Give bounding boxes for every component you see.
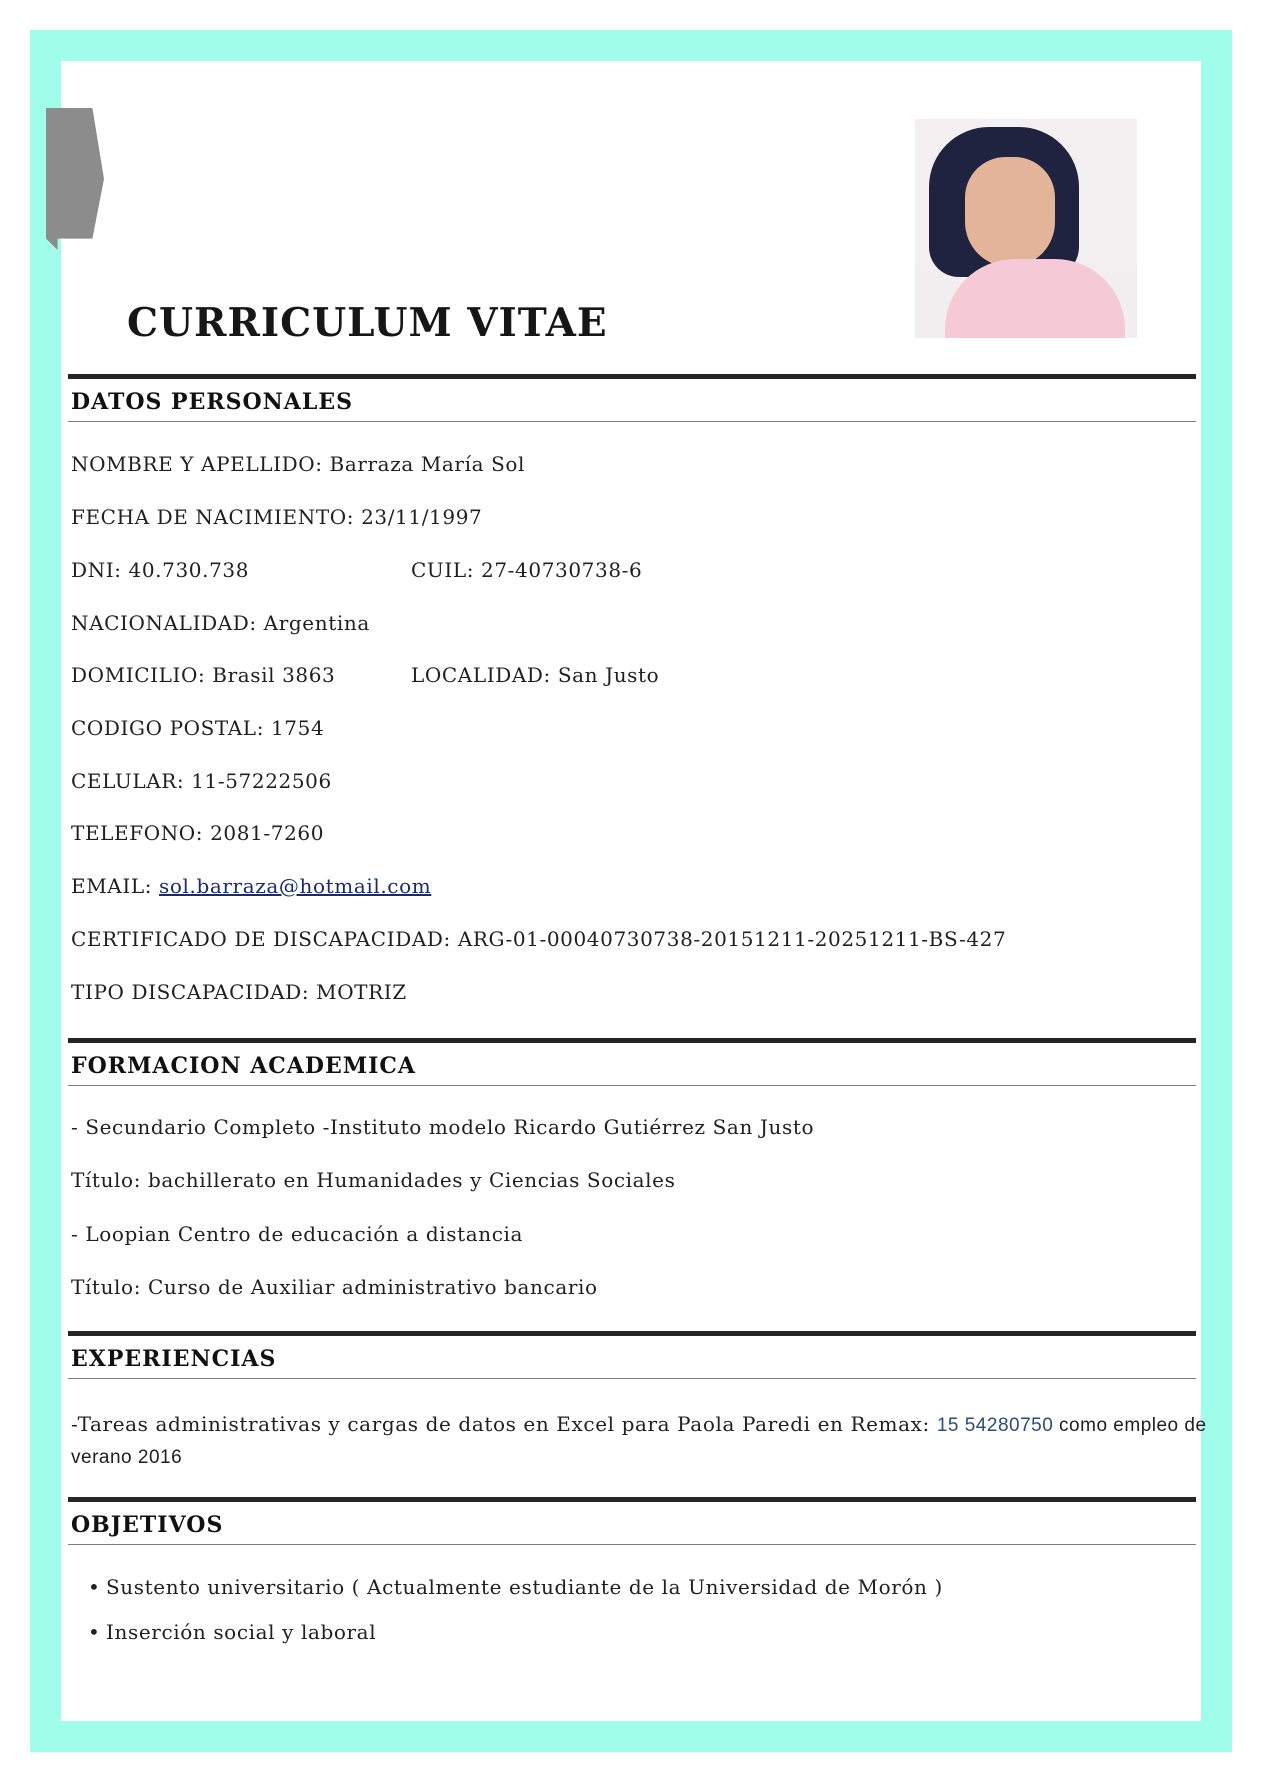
section-rule-thin xyxy=(68,1378,1196,1379)
section-heading: FORMACION ACADEMICA xyxy=(71,1053,416,1079)
objective-text: Sustento universitario ( Actualmente estudiante de la Universidad de Morón ) xyxy=(106,1575,943,1599)
section-personal xyxy=(68,374,1196,422)
personal-phone: TELEFONO: 2081-7260 xyxy=(71,821,325,845)
personal-mobile: CELULAR: 11-57222506 xyxy=(71,769,332,793)
section-heading: OBJETIVOS xyxy=(71,1512,224,1538)
section-rule-thick xyxy=(68,1038,1196,1043)
personal-locality: LOCALIDAD: San Justo xyxy=(411,663,660,687)
personal-disability-type: TIPO DISCAPACIDAD: MOTRIZ xyxy=(71,980,407,1004)
section-heading: DATOS PERSONALES xyxy=(71,389,353,415)
section-rule-thick xyxy=(68,374,1196,379)
personal-birth: FECHA DE NACIMIENTO: 23/11/1997 xyxy=(71,505,483,529)
section-education xyxy=(68,1038,1196,1086)
experience-line-2: verano 2016 xyxy=(71,1447,183,1468)
education-item: - Loopian Centro de educación a distancia xyxy=(71,1222,524,1246)
personal-email-row xyxy=(71,874,431,898)
objective-item xyxy=(88,1575,943,1599)
section-objectives xyxy=(68,1497,1196,1545)
objective-text: Inserción social y laboral xyxy=(106,1620,377,1644)
education-item: Título: Curso de Auxiliar administrativo bancario xyxy=(71,1275,598,1299)
experience-item xyxy=(71,1408,1207,1474)
bullet-icon: • xyxy=(88,1575,101,1599)
experience-text: -Tareas administrativas y cargas de datos en Excel para Paola Paredi en Remax: xyxy=(71,1412,937,1436)
section-rule-thick xyxy=(68,1331,1196,1336)
section-heading: EXPERIENCIAS xyxy=(71,1346,277,1372)
objective-item xyxy=(88,1620,376,1644)
photo-face xyxy=(965,157,1055,267)
education-item: - Secundario Completo -Instituto modelo Ricardo Gutiérrez San Justo xyxy=(71,1115,815,1139)
experience-phone: 15 54280750 xyxy=(936,1415,1054,1436)
section-rule-thin xyxy=(68,1544,1196,1545)
personal-nationality: NACIONALIDAD: Argentina xyxy=(71,611,370,635)
bullet-icon: • xyxy=(88,1620,101,1644)
section-rule-thin xyxy=(68,421,1196,422)
email-link[interactable]: sol.barraza@hotmail.com xyxy=(159,874,432,898)
personal-dni-row xyxy=(71,558,871,582)
personal-postal: CODIGO POSTAL: 1754 xyxy=(71,716,325,740)
page-title: CURRICULUM VITAE xyxy=(127,300,608,346)
section-experience xyxy=(68,1331,1196,1379)
profile-photo xyxy=(915,119,1137,338)
email-label: EMAIL: xyxy=(71,874,159,898)
section-rule-thin xyxy=(68,1085,1196,1086)
personal-cuil: CUIL: 27-40730738-6 xyxy=(411,558,643,582)
personal-name: NOMBRE Y APELLIDO: Barraza María Sol xyxy=(71,452,526,476)
personal-address-row xyxy=(71,663,871,687)
personal-disability-cert: CERTIFICADO DE DISCAPACIDAD: ARG-01-00040730738-20151211-20251211-BS-427 xyxy=(71,927,1007,951)
experience-suffix: como empleo de xyxy=(1053,1415,1207,1436)
personal-dni: DNI: 40.730.738 xyxy=(71,558,250,582)
section-rule-thick xyxy=(68,1497,1196,1502)
personal-address: DOMICILIO: Brasil 3863 xyxy=(71,663,336,687)
education-item: Título: bachillerato en Humanidades y Ciencias Sociales xyxy=(71,1168,676,1192)
experience-line-1 xyxy=(71,1408,1207,1442)
